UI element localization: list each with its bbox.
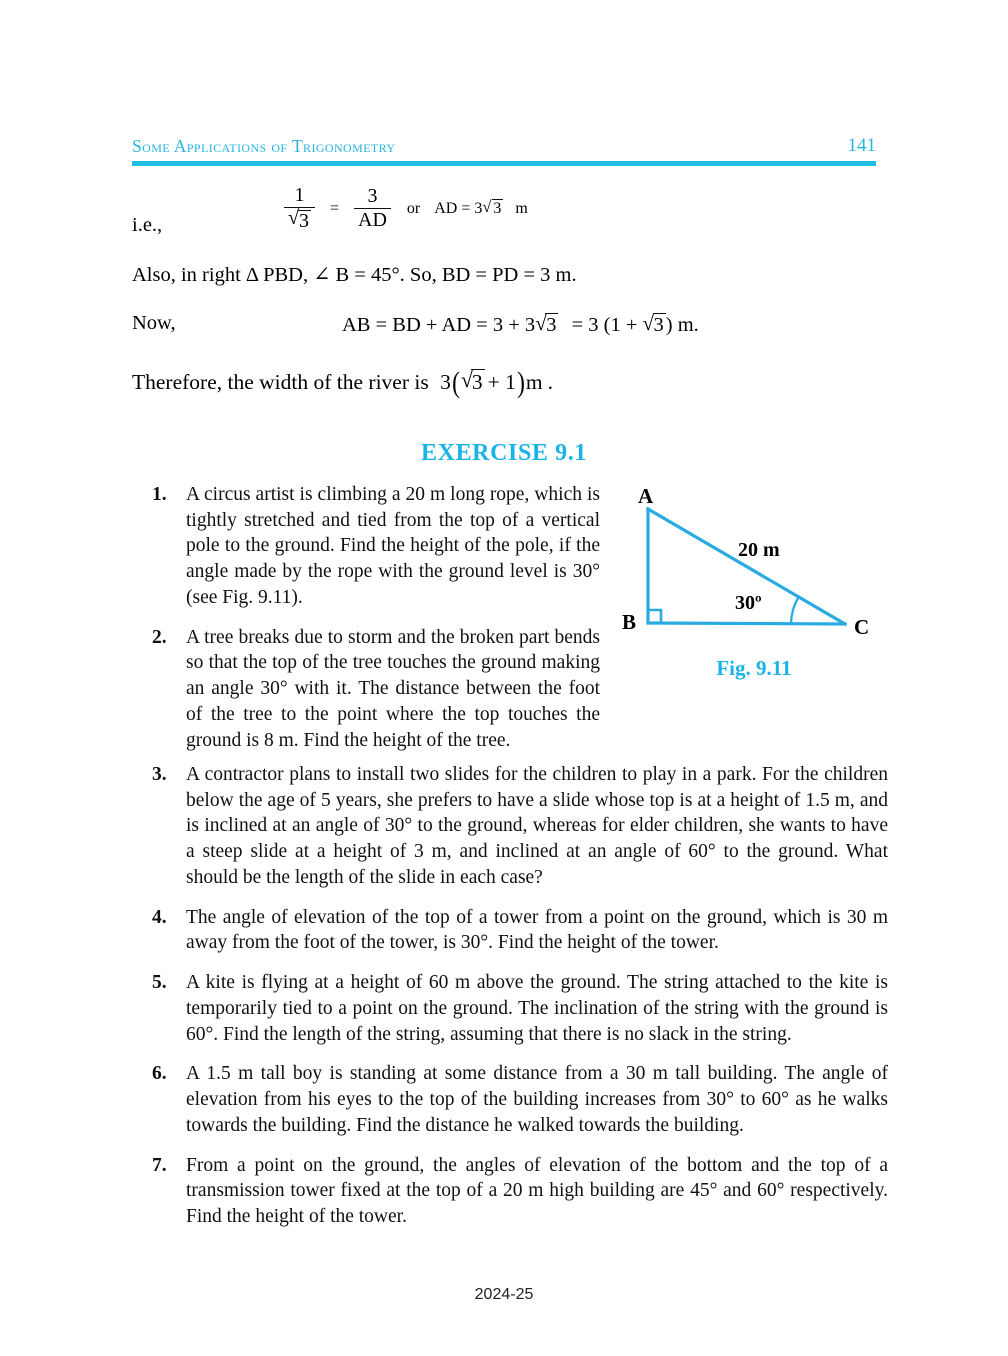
radical-sign-icon: √ (460, 367, 473, 392)
therefore-period: . (547, 370, 553, 394)
fraction-denominator: AD (354, 208, 391, 231)
sqrt-group (643, 312, 666, 337)
sqrt-group (535, 312, 558, 337)
question-number: 2. (152, 626, 167, 648)
figure-9-11 (616, 482, 892, 692)
therefore-text: Therefore, the width of the river is (132, 370, 429, 394)
radicand: 3 (299, 210, 309, 232)
questions-wide-column (152, 762, 888, 1230)
radicand: 3 (653, 314, 664, 336)
unit-metre: m (515, 200, 528, 218)
paren-open: ( (451, 366, 460, 400)
question-number: 3. (152, 764, 167, 785)
vertex-label-b: B (622, 610, 637, 634)
ab-part-three: ) m. (665, 314, 699, 336)
radical-sign-icon: √ (642, 311, 654, 335)
fraction-one-over-root-three (284, 185, 315, 232)
fraction-denominator (284, 207, 315, 232)
question-item (152, 762, 888, 891)
ab-part-two: = 3 (1 + (571, 314, 638, 336)
angle-arc-icon (791, 598, 798, 624)
radicand: 3 (546, 314, 557, 336)
ab-part-one: AB = BD + AD = 3 + 3 (342, 314, 536, 336)
radicand: 3 (471, 370, 483, 394)
question-number: 5. (152, 972, 167, 994)
ad-result-prefix: AD = 3 (434, 200, 483, 218)
side-bc (648, 623, 845, 624)
questions-narrow-column (152, 482, 600, 753)
therefore-coefficient: 3 (440, 370, 451, 394)
angle-measure-label: 30º (735, 592, 762, 614)
also-line: Also, in right Δ PBD, ∠ B = 45°. So, BD = PD = 3 m. (132, 264, 577, 286)
fraction-numerator: 1 (294, 184, 305, 206)
or-text: or (406, 200, 421, 218)
hypotenuse-length-label: 20 m (738, 539, 780, 561)
vertex-label-c: C (854, 615, 870, 639)
question-item (152, 1153, 888, 1230)
equation-ad (282, 186, 528, 233)
ie-label: i.e., (132, 214, 163, 236)
fraction-three-over-ad (354, 186, 391, 231)
page-number: 141 (847, 135, 876, 156)
sqrt-group (288, 209, 311, 232)
question-number: 6. (152, 1063, 167, 1085)
question-item (152, 1061, 888, 1138)
question-number: 1. (152, 484, 167, 505)
sqrt-group (482, 198, 503, 218)
question-text: A 1.5 m tall boy is standing at some distance from a 30 m tall building. The angle of elevation from his eyes to the top of the building increases from 30° to 60° as he walks towards the building. Find the distance he walked towards the building. (186, 1063, 888, 1136)
now-label: Now, (132, 312, 176, 334)
question-text: A kite is flying at a height of 60 m above the ground. The string attached to the kite is temporarily tied to a point on the ground. The inclination of the string with the ground is 60°. Find the length of the string, assuming that there is no slack in the string. (186, 972, 888, 1045)
header-title: Some Applications of Trigonometry (132, 136, 396, 156)
question-item (152, 482, 600, 611)
radicand: 3 (493, 200, 502, 218)
equals-sign: = (330, 200, 340, 218)
question-item (152, 625, 600, 754)
question-item (152, 905, 888, 956)
question-number: 4. (152, 906, 167, 928)
question-text: A circus artist is climbing a 20 m long rope, which is tightly stretched and tied from the top of a vertical pole to the ground. Find the height of the pole, if the angle made by the rope with the ground level is 30° (see Fig. 9.11). (186, 484, 600, 608)
radical-sign-icon: √ (535, 311, 547, 335)
question-item (152, 970, 888, 1047)
figure-caption: Fig. 9.11 (716, 656, 792, 680)
right-angle-marker-icon (648, 610, 661, 623)
question-text: A contractor plans to install two slides for the children to play in a park. For the children below the age of 5 years, she prefers to have a slide whose top is at a height of 1.5 m, and is inclined at an angle of 30° to the ground, whereas for elder children, she wants to have a steep slide at a height of 3 m, and inclined at an angle of 60° to the ground. What should be the length of the slide in each case? (186, 764, 888, 888)
exercise-heading: EXERCISE 9.1 (421, 440, 587, 466)
fraction-numerator: 3 (367, 185, 378, 207)
paren-close: ) (516, 366, 525, 400)
sqrt-group (461, 368, 485, 395)
therefore-line (132, 366, 553, 400)
therefore-unit: m (525, 370, 543, 394)
header-rule (132, 161, 876, 166)
question-text: The angle of elevation of the top of a tower from a point on the ground, which is 30 m away from the foot of the tower, is 30°. Find the height of the tower. (186, 906, 888, 954)
therefore-plus-one: + 1 (487, 370, 516, 394)
question-number: 7. (152, 1154, 167, 1176)
radical-sign-icon: √ (482, 197, 492, 217)
question-text: A tree breaks due to storm and the broken part bends so that the top of the tree touches the ground making an angle 30° with it. The distance between the foot of the tree to the point where the top touches the ground is 8 m. Find the height of the tree. (186, 626, 600, 751)
radical-sign-icon: √ (288, 207, 300, 229)
triangle-diagram (616, 482, 892, 658)
page-header (132, 136, 876, 162)
page-footer: 2024-25 (474, 1286, 534, 1303)
equation-ab (342, 312, 699, 337)
vertex-label-a: A (638, 484, 654, 508)
question-text: From a point on the ground, the angles of elevation of the bottom and the top of a transmission tower fixed at the top of a 20 m high building are 45° and 60° respectively. Find the height of the tower. (186, 1154, 888, 1228)
